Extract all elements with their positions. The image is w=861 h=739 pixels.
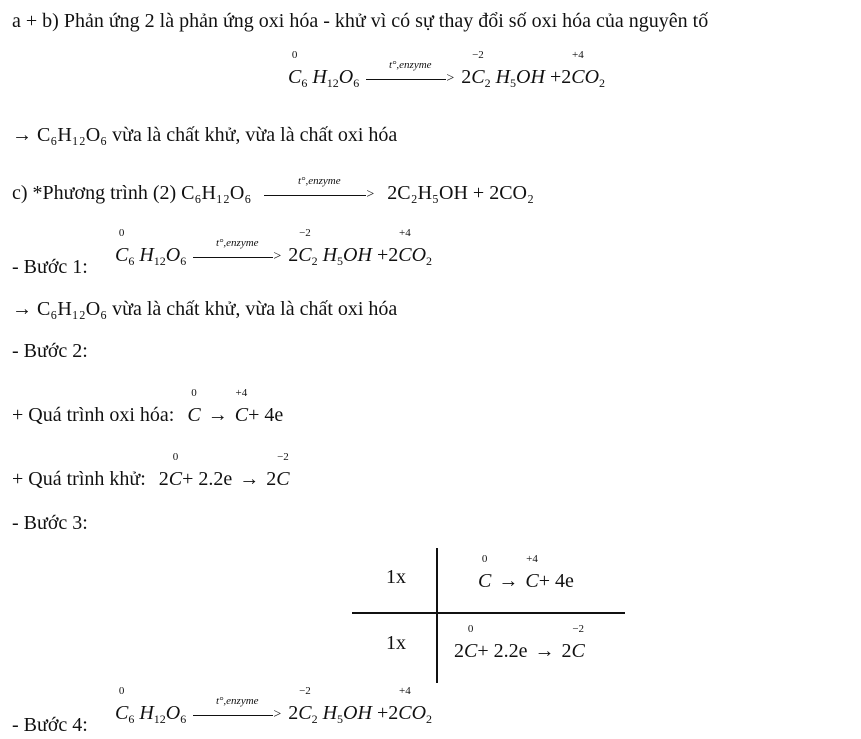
conclusion-line-2: → C₆H₁₂O₆ vừa là chất khử, vừa là chất oxi hóa: [12, 298, 398, 320]
row-1-factor: 1x: [386, 566, 406, 588]
reduction-process: + Quá trình khử: 2 0 C+ 2.2e → 2 −2 C: [12, 451, 290, 490]
row-2-factor: 1x: [386, 632, 406, 654]
oxidation-process: + Quá trình oxi hóa: 0 C → +4 C+ 4e: [12, 387, 284, 426]
carbon-oxidation-0: 0 C: [288, 49, 302, 88]
step-1-label: - Bước 1:: [12, 256, 88, 278]
conclusion-line: → C₆H₁₂O₆ vừa là chất khử, vừa là chất oxi hóa: [12, 124, 398, 146]
step-4-label: - Bước 4:: [12, 714, 88, 736]
reaction-arrow: t°,enzyme >: [366, 71, 454, 85]
main-equation: 0 $C_6$ $H_{12}O_6$ t°,enzyme > 2 −2 $C_2$ $H_5OH +2$ +4 $CO_2$: [288, 49, 606, 90]
row-2-reaction: 2 0 C+ 2.2e → 2 −2 C: [454, 623, 585, 662]
step-3-label: - Bước 3:: [12, 512, 88, 534]
row-1-reaction: 0 C → +4 C+ 4e: [478, 553, 574, 592]
step-1-equation: 0 $C_6$ $H_{12}O_6$ t°,enzyme > 2 −2 $C_2$ $H_5OH +2$ +4 $CO_2$: [115, 227, 433, 268]
step-2-label: - Bước 2:: [12, 340, 88, 362]
balance-table: [350, 548, 625, 683]
reaction-arrow: t°,enzyme >: [264, 187, 374, 201]
statement-line: a + b) Phản ứng 2 là phản ứng oxi hóa - khử vì có sự thay đổi số oxi hóa của nguyên tố: [12, 10, 709, 32]
step-4-equation: 0 $C_6$ $H_{12}O_6$ t°,enzyme > 2 −2 $C_2$ $H_5OH +2$ +4 $CO_2$: [115, 685, 433, 726]
equation-2-line: c) *Phương trình (2) C₆H₁₂O₆ t°,enzyme > 2C₂H₅OH + 2CO₂: [12, 175, 534, 204]
carbon-oxidation-p4: +4 C: [571, 49, 585, 88]
carbon-oxidation-m2: −2 C: [471, 49, 485, 88]
